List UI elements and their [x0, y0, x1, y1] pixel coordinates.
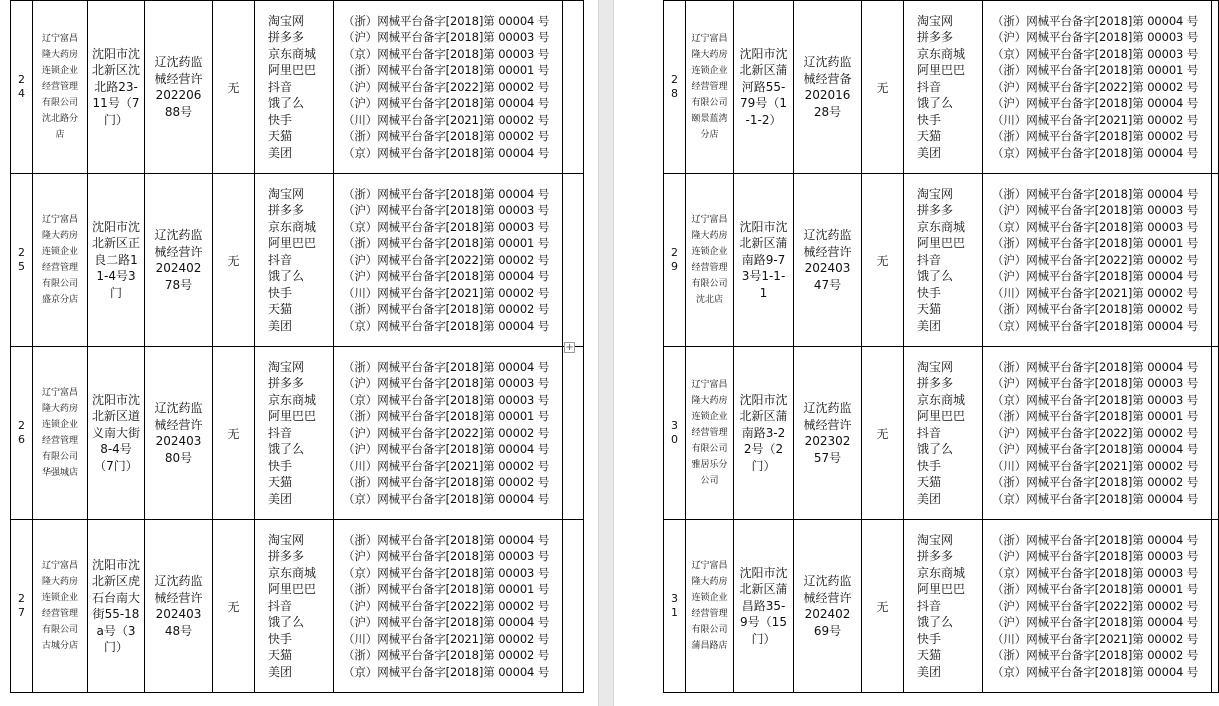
- platform-name: 京东商城: [917, 46, 966, 61]
- company-name-cell: [33, 520, 88, 693]
- license-number: 辽沈药监械经营许20230257号: [803, 401, 852, 465]
- platform-name: 京东商城: [268, 565, 317, 580]
- filing-record: （京）网械平台备字[2018]第 00003 号: [343, 392, 550, 407]
- platform-name: 天猫: [268, 302, 293, 317]
- filing-record: （京）网械平台备字[2018]第 00003 号: [992, 392, 1199, 407]
- platform-name: 美团: [268, 318, 293, 333]
- filing-record-list: [334, 359, 562, 508]
- platform-name: 京东商城: [268, 46, 317, 61]
- table-row: [664, 347, 1219, 520]
- store-address: 沈阳市沈北新区虎石台南大街55-18a号（3门）: [91, 557, 140, 654]
- platform-list: [904, 186, 982, 335]
- other-value: 无: [876, 253, 889, 268]
- other-value: 无: [876, 599, 889, 614]
- filing-record: （沪）网械平台备字[2018]第 00004 号: [992, 442, 1199, 457]
- filing-record-cell: [334, 174, 563, 347]
- filing-record: （沪）网械平台备字[2022]第 00002 号: [343, 79, 550, 94]
- filing-record: （浙）网械平台备字[2018]第 00001 号: [992, 582, 1199, 597]
- store-address: 沈阳市沈北新区蒲南路9-73号1-1-1: [739, 219, 788, 300]
- filing-record: （川）网械平台备字[2021]第 00002 号: [343, 112, 550, 127]
- filing-record-cell: [983, 347, 1212, 520]
- filing-record: （浙）网械平台备字[2018]第 00002 号: [343, 648, 550, 663]
- other-value: 无: [227, 599, 240, 614]
- store-address: 沈阳市沈北新区沈北路23-11号（7门）: [91, 46, 140, 127]
- table-row: [664, 520, 1219, 693]
- filing-record-list: [334, 13, 562, 162]
- document-page-right: [614, 0, 1219, 706]
- platform-name: 阿里巴巴: [917, 63, 966, 78]
- other-value: 无: [227, 80, 240, 95]
- filing-record: （沪）网械平台备字[2018]第 00003 号: [343, 30, 550, 45]
- filing-record: （沪）网械平台备字[2022]第 00002 号: [343, 598, 550, 613]
- filing-record: （川）网械平台备字[2021]第 00002 号: [343, 458, 550, 473]
- platform-name: 淘宝网: [268, 532, 305, 547]
- filing-record: （浙）网械平台备字[2018]第 00001 号: [343, 63, 550, 78]
- platform-name: 饿了么: [268, 269, 305, 284]
- filing-record: （浙）网械平台备字[2018]第 00004 号: [343, 532, 550, 547]
- row-number-cell: [11, 520, 33, 693]
- filing-record: （浙）网械平台备字[2018]第 00004 号: [343, 13, 550, 28]
- filing-record-cell: [334, 1, 563, 174]
- platform-list: [904, 13, 982, 162]
- empty-cell: [1212, 347, 1219, 520]
- filing-record-list: [983, 186, 1211, 335]
- row-number: 26: [18, 419, 25, 446]
- filing-record: （浙）网械平台备字[2018]第 00002 号: [343, 475, 550, 490]
- platform-name: 阿里巴巴: [917, 236, 966, 251]
- platform-name: 天猫: [268, 129, 293, 144]
- company-name-cell: [33, 174, 88, 347]
- filing-record: （川）网械平台备字[2021]第 00002 号: [992, 458, 1199, 473]
- platform-name: 拼多多: [917, 376, 954, 391]
- filing-record: （沪）网械平台备字[2022]第 00002 号: [343, 425, 550, 440]
- filing-record: （川）网械平台备字[2021]第 00002 号: [992, 285, 1199, 300]
- filing-record: （川）网械平台备字[2021]第 00002 号: [343, 285, 550, 300]
- company-name-cell: [33, 1, 88, 174]
- platform-name: 抖音: [268, 598, 293, 613]
- filing-record: （京）网械平台备字[2018]第 00004 号: [343, 145, 550, 160]
- filing-record: （沪）网械平台备字[2022]第 00002 号: [992, 79, 1199, 94]
- filing-record: （沪）网械平台备字[2018]第 00004 号: [343, 269, 550, 284]
- license-cell: [145, 1, 213, 174]
- platform-list: [255, 186, 333, 335]
- platform-list-cell: [904, 174, 983, 347]
- platform-name: 拼多多: [268, 376, 305, 391]
- other-cell: [213, 174, 255, 347]
- platform-name: 饿了么: [268, 96, 305, 111]
- platform-name: 抖音: [917, 425, 942, 440]
- platform-name: 拼多多: [268, 549, 305, 564]
- filing-record: （浙）网械平台备字[2018]第 00004 号: [343, 359, 550, 374]
- other-cell: [213, 520, 255, 693]
- filing-record: （浙）网械平台备字[2018]第 00001 号: [992, 236, 1199, 251]
- filing-record: （浙）网械平台备字[2018]第 00001 号: [343, 236, 550, 251]
- platform-name: 抖音: [268, 79, 293, 94]
- filing-record: （浙）网械平台备字[2018]第 00004 号: [992, 359, 1199, 374]
- company-name-cell: [686, 174, 734, 347]
- filing-record: （京）网械平台备字[2018]第 00003 号: [343, 46, 550, 61]
- license-number: 辽沈药监械经营许20240347号: [803, 228, 852, 292]
- platform-name: 抖音: [917, 79, 942, 94]
- page-gap: [598, 0, 614, 706]
- row-number-cell: [664, 1, 686, 174]
- filing-record-list: [983, 13, 1211, 162]
- platform-name: 淘宝网: [917, 532, 954, 547]
- table-row: [11, 1, 584, 174]
- filing-record: （沪）网械平台备字[2018]第 00003 号: [343, 376, 550, 391]
- company-name: 辽宁富昌隆大药房连锁企业经营管理有限公司华强城店: [41, 388, 78, 478]
- row-number-cell: [11, 1, 33, 174]
- filing-record: （浙）网械平台备字[2018]第 00002 号: [992, 129, 1199, 144]
- platform-list-cell: [255, 347, 334, 520]
- empty-cell: [1212, 1, 1219, 174]
- platform-name: 阿里巴巴: [268, 236, 317, 251]
- address-cell: [88, 520, 145, 693]
- address-cell: [734, 347, 794, 520]
- filing-record: （浙）网械平台备字[2018]第 00004 号: [992, 532, 1199, 547]
- platform-name: 淘宝网: [917, 186, 954, 201]
- filing-record: （浙）网械平台备字[2018]第 00001 号: [992, 63, 1199, 78]
- company-name: 辽宁富昌隆大药房连锁企业经营管理有限公司颐景蓝湾分店: [691, 34, 728, 140]
- platform-name: 抖音: [917, 252, 942, 267]
- platform-name: 饿了么: [917, 442, 954, 457]
- address-cell: [734, 520, 794, 693]
- filing-record-list: [334, 532, 562, 681]
- platform-name: 美团: [917, 491, 942, 506]
- filing-record: （浙）网械平台备字[2018]第 00001 号: [992, 409, 1199, 424]
- filing-record: （浙）网械平台备字[2018]第 00002 号: [992, 648, 1199, 663]
- platform-name: 阿里巴巴: [917, 582, 966, 597]
- platform-name: 淘宝网: [268, 13, 305, 28]
- address-cell: [88, 347, 145, 520]
- row-number: 29: [671, 246, 678, 273]
- filing-record: （浙）网械平台备字[2018]第 00004 号: [992, 186, 1199, 201]
- filing-record-cell: [983, 520, 1212, 693]
- filing-record-cell: [983, 1, 1212, 174]
- license-number: 辽沈药监械经营许20220688号: [154, 55, 203, 119]
- table-row: [11, 520, 584, 693]
- company-name: 辽宁富昌隆大药房连锁企业经营管理有限公司蒲昌路店: [691, 561, 728, 651]
- store-address: 沈阳市沈北新区道义南大街8-4号（7门）: [91, 392, 140, 473]
- filing-record-list: [983, 359, 1211, 508]
- platform-list-cell: [904, 347, 983, 520]
- filing-record: （浙）网械平台备字[2018]第 00002 号: [343, 129, 550, 144]
- platform-name: 京东商城: [917, 219, 966, 234]
- company-name: 辽宁富昌隆大药房连锁企业经营管理有限公司雅居乐分公司: [691, 380, 728, 486]
- filing-record: （浙）网械平台备字[2018]第 00004 号: [992, 13, 1199, 28]
- platform-list: [255, 532, 333, 681]
- filing-record: （京）网械平台备字[2018]第 00004 号: [992, 491, 1199, 506]
- filing-record-cell: [983, 174, 1212, 347]
- table-row: [664, 174, 1219, 347]
- row-number-cell: [11, 347, 33, 520]
- other-cell: [862, 347, 904, 520]
- platform-name: 快手: [268, 631, 293, 646]
- filing-record: （沪）网械平台备字[2018]第 00004 号: [343, 96, 550, 111]
- platform-name: 天猫: [917, 475, 942, 490]
- platform-name: 天猫: [917, 302, 942, 317]
- platform-name: 拼多多: [917, 203, 954, 218]
- platform-name: 快手: [917, 285, 942, 300]
- platform-list-cell: [255, 174, 334, 347]
- company-name: 辽宁富昌隆大药房连锁企业经营管理有限公司盛京分店: [41, 215, 78, 305]
- store-address: 沈阳市沈北新区蒲南路3-22号（2门）: [739, 392, 788, 473]
- filing-record-list: [334, 186, 562, 335]
- platform-name: 天猫: [268, 648, 293, 663]
- filing-record: （沪）网械平台备字[2018]第 00003 号: [343, 203, 550, 218]
- platform-name: 快手: [917, 458, 942, 473]
- table-row: [11, 174, 584, 347]
- platform-name: 美团: [917, 145, 942, 160]
- filing-record: （京）网械平台备字[2018]第 00003 号: [343, 219, 550, 234]
- empty-cell: [563, 1, 584, 174]
- filing-record-cell: [334, 347, 563, 520]
- platform-name: 阿里巴巴: [268, 409, 317, 424]
- filing-record: （沪）网械平台备字[2022]第 00002 号: [992, 425, 1199, 440]
- platform-name: 美团: [917, 664, 942, 679]
- platform-name: 美团: [917, 318, 942, 333]
- filing-record: （沪）网械平台备字[2018]第 00004 号: [992, 96, 1199, 111]
- platform-name: 美团: [268, 491, 293, 506]
- platform-name: 京东商城: [917, 565, 966, 580]
- other-value: 无: [876, 80, 889, 95]
- platform-list-cell: [255, 520, 334, 693]
- filing-record: （京）网械平台备字[2018]第 00003 号: [992, 565, 1199, 580]
- filing-record: （京）网械平台备字[2018]第 00003 号: [343, 565, 550, 580]
- platform-name: 天猫: [917, 129, 942, 144]
- row-number-cell: [664, 174, 686, 347]
- filing-record: （京）网械平台备字[2018]第 00004 号: [992, 145, 1199, 160]
- platform-name: 饿了么: [917, 96, 954, 111]
- filing-record: （川）网械平台备字[2021]第 00002 号: [992, 112, 1199, 127]
- platform-name: 淘宝网: [268, 359, 305, 374]
- empty-cell: [563, 174, 584, 347]
- license-number: 辽沈药监械经营许20240348号: [154, 574, 203, 638]
- filing-record-list: [983, 532, 1211, 681]
- store-address: 沈阳市沈北新区蒲河路55-79号（1-1-2）: [739, 46, 788, 127]
- platform-list-cell: [255, 1, 334, 174]
- other-value: 无: [227, 253, 240, 268]
- other-cell: [862, 174, 904, 347]
- empty-cell: [563, 347, 584, 520]
- platform-name: 抖音: [917, 598, 942, 613]
- filing-record: （沪）网械平台备字[2018]第 00003 号: [992, 376, 1199, 391]
- table-row: [664, 1, 1219, 174]
- registration-table-left: [10, 0, 584, 693]
- platform-name: 美团: [268, 664, 293, 679]
- other-cell: [213, 347, 255, 520]
- filing-record: （沪）网械平台备字[2018]第 00003 号: [992, 549, 1199, 564]
- platform-name: 快手: [268, 285, 293, 300]
- license-number: 辽沈药监械经营许20240278号: [154, 228, 203, 292]
- address-cell: [734, 1, 794, 174]
- table-move-handle[interactable]: +: [565, 342, 574, 353]
- company-name-cell: [686, 1, 734, 174]
- filing-record: （浙）网械平台备字[2018]第 00002 号: [992, 475, 1199, 490]
- platform-name: 京东商城: [917, 392, 966, 407]
- platform-name: 拼多多: [268, 203, 305, 218]
- filing-record: （京）网械平台备字[2018]第 00004 号: [343, 318, 550, 333]
- platform-list: [904, 359, 982, 508]
- license-cell: [794, 174, 862, 347]
- platform-list: [255, 13, 333, 162]
- platform-name: 快手: [268, 458, 293, 473]
- filing-record: （京）网械平台备字[2018]第 00004 号: [992, 318, 1199, 333]
- registration-table-right: [663, 0, 1219, 693]
- platform-name: 抖音: [268, 425, 293, 440]
- row-number: 28: [671, 73, 678, 100]
- platform-name: 京东商城: [268, 219, 317, 234]
- filing-record: （沪）网械平台备字[2022]第 00002 号: [992, 252, 1199, 267]
- platform-name: 饿了么: [917, 615, 954, 630]
- filing-record: （京）网械平台备字[2018]第 00004 号: [343, 491, 550, 506]
- platform-name: 阿里巴巴: [268, 582, 317, 597]
- license-cell: [145, 520, 213, 693]
- platform-name: 拼多多: [917, 30, 954, 45]
- store-address: 沈阳市沈北新区蒲昌路35-9号（15门）: [739, 565, 788, 646]
- platform-name: 天猫: [917, 648, 942, 663]
- other-cell: [862, 520, 904, 693]
- platform-name: 天猫: [268, 475, 293, 490]
- company-name: 辽宁富昌隆大药房连锁企业经营管理有限公司沈北店: [691, 215, 728, 305]
- platform-name: 拼多多: [268, 30, 305, 45]
- row-number-cell: [664, 520, 686, 693]
- filing-record: （浙）网械平台备字[2018]第 00001 号: [343, 582, 550, 597]
- license-cell: [794, 347, 862, 520]
- filing-record: （浙）网械平台备字[2018]第 00001 号: [343, 409, 550, 424]
- platform-name: 淘宝网: [917, 359, 954, 374]
- platform-name: 抖音: [268, 252, 293, 267]
- filing-record: （京）网械平台备字[2018]第 00004 号: [992, 664, 1199, 679]
- company-name-cell: [686, 520, 734, 693]
- other-value: 无: [227, 426, 240, 441]
- filing-record: （京）网械平台备字[2018]第 00004 号: [343, 664, 550, 679]
- platform-name: 京东商城: [268, 392, 317, 407]
- filing-record: （浙）网械平台备字[2018]第 00002 号: [992, 302, 1199, 317]
- filing-record: （沪）网械平台备字[2022]第 00002 号: [992, 598, 1199, 613]
- row-number: 24: [18, 73, 25, 100]
- platform-name: 饿了么: [917, 269, 954, 284]
- license-number: 辽沈药监械经营许20240380号: [154, 401, 203, 465]
- platform-name: 阿里巴巴: [268, 63, 317, 78]
- empty-cell: [1212, 174, 1219, 347]
- row-number: 30: [671, 419, 678, 446]
- filing-record-cell: [334, 520, 563, 693]
- company-name-cell: [33, 347, 88, 520]
- filing-record: （川）网械平台备字[2021]第 00002 号: [992, 631, 1199, 646]
- platform-name: 快手: [917, 112, 942, 127]
- platform-list: [255, 359, 333, 508]
- filing-record: （沪）网械平台备字[2018]第 00004 号: [343, 615, 550, 630]
- filing-record: （浙）网械平台备字[2018]第 00002 号: [343, 302, 550, 317]
- filing-record: （川）网械平台备字[2021]第 00002 号: [343, 631, 550, 646]
- filing-record: （沪）网械平台备字[2018]第 00004 号: [992, 615, 1199, 630]
- filing-record: （京）网械平台备字[2018]第 00003 号: [992, 219, 1199, 234]
- platform-name: 美团: [268, 145, 293, 160]
- store-address: 沈阳市沈北新区正良二路11-4号3门: [91, 219, 140, 300]
- license-cell: [145, 347, 213, 520]
- address-cell: [734, 174, 794, 347]
- license-cell: [794, 520, 862, 693]
- filing-record: （沪）网械平台备字[2022]第 00002 号: [343, 252, 550, 267]
- filing-record: （沪）网械平台备字[2018]第 00004 号: [992, 269, 1199, 284]
- license-number: 辽沈药监械经营许20240269号: [803, 574, 852, 638]
- platform-name: 饿了么: [268, 615, 305, 630]
- row-number: 31: [671, 592, 678, 619]
- license-cell: [794, 1, 862, 174]
- platform-list: [904, 532, 982, 681]
- company-name-cell: [686, 347, 734, 520]
- filing-record: （沪）网械平台备字[2018]第 00003 号: [992, 203, 1199, 218]
- row-number: 25: [18, 246, 25, 273]
- platform-name: 阿里巴巴: [917, 409, 966, 424]
- other-cell: [213, 1, 255, 174]
- platform-name: 拼多多: [917, 549, 954, 564]
- row-number: 27: [18, 592, 25, 619]
- empty-cell: [563, 520, 584, 693]
- filing-record: （浙）网械平台备字[2018]第 00004 号: [343, 186, 550, 201]
- table-row: [11, 347, 584, 520]
- other-cell: [862, 1, 904, 174]
- row-number-cell: [11, 174, 33, 347]
- filing-record: （沪）网械平台备字[2018]第 00003 号: [992, 30, 1199, 45]
- platform-list-cell: [904, 520, 983, 693]
- filing-record: （沪）网械平台备字[2018]第 00003 号: [343, 549, 550, 564]
- company-name: 辽宁富昌隆大药房连锁企业经营管理有限公司沈北路分店: [41, 34, 78, 140]
- platform-name: 淘宝网: [917, 13, 954, 28]
- platform-name: 快手: [268, 112, 293, 127]
- address-cell: [88, 1, 145, 174]
- empty-cell: [1212, 520, 1219, 693]
- platform-name: 快手: [917, 631, 942, 646]
- license-number: 辽沈药监械经营备20201628号: [803, 55, 852, 119]
- license-cell: [145, 174, 213, 347]
- row-number-cell: [664, 347, 686, 520]
- filing-record: （京）网械平台备字[2018]第 00003 号: [992, 46, 1199, 61]
- other-value: 无: [876, 426, 889, 441]
- platform-list-cell: [904, 1, 983, 174]
- address-cell: [88, 174, 145, 347]
- filing-record: （沪）网械平台备字[2018]第 00004 号: [343, 442, 550, 457]
- platform-name: 淘宝网: [268, 186, 305, 201]
- company-name: 辽宁富昌隆大药房连锁企业经营管理有限公司古城分店: [41, 561, 78, 651]
- document-page-left: [0, 0, 598, 706]
- platform-name: 饿了么: [268, 442, 305, 457]
